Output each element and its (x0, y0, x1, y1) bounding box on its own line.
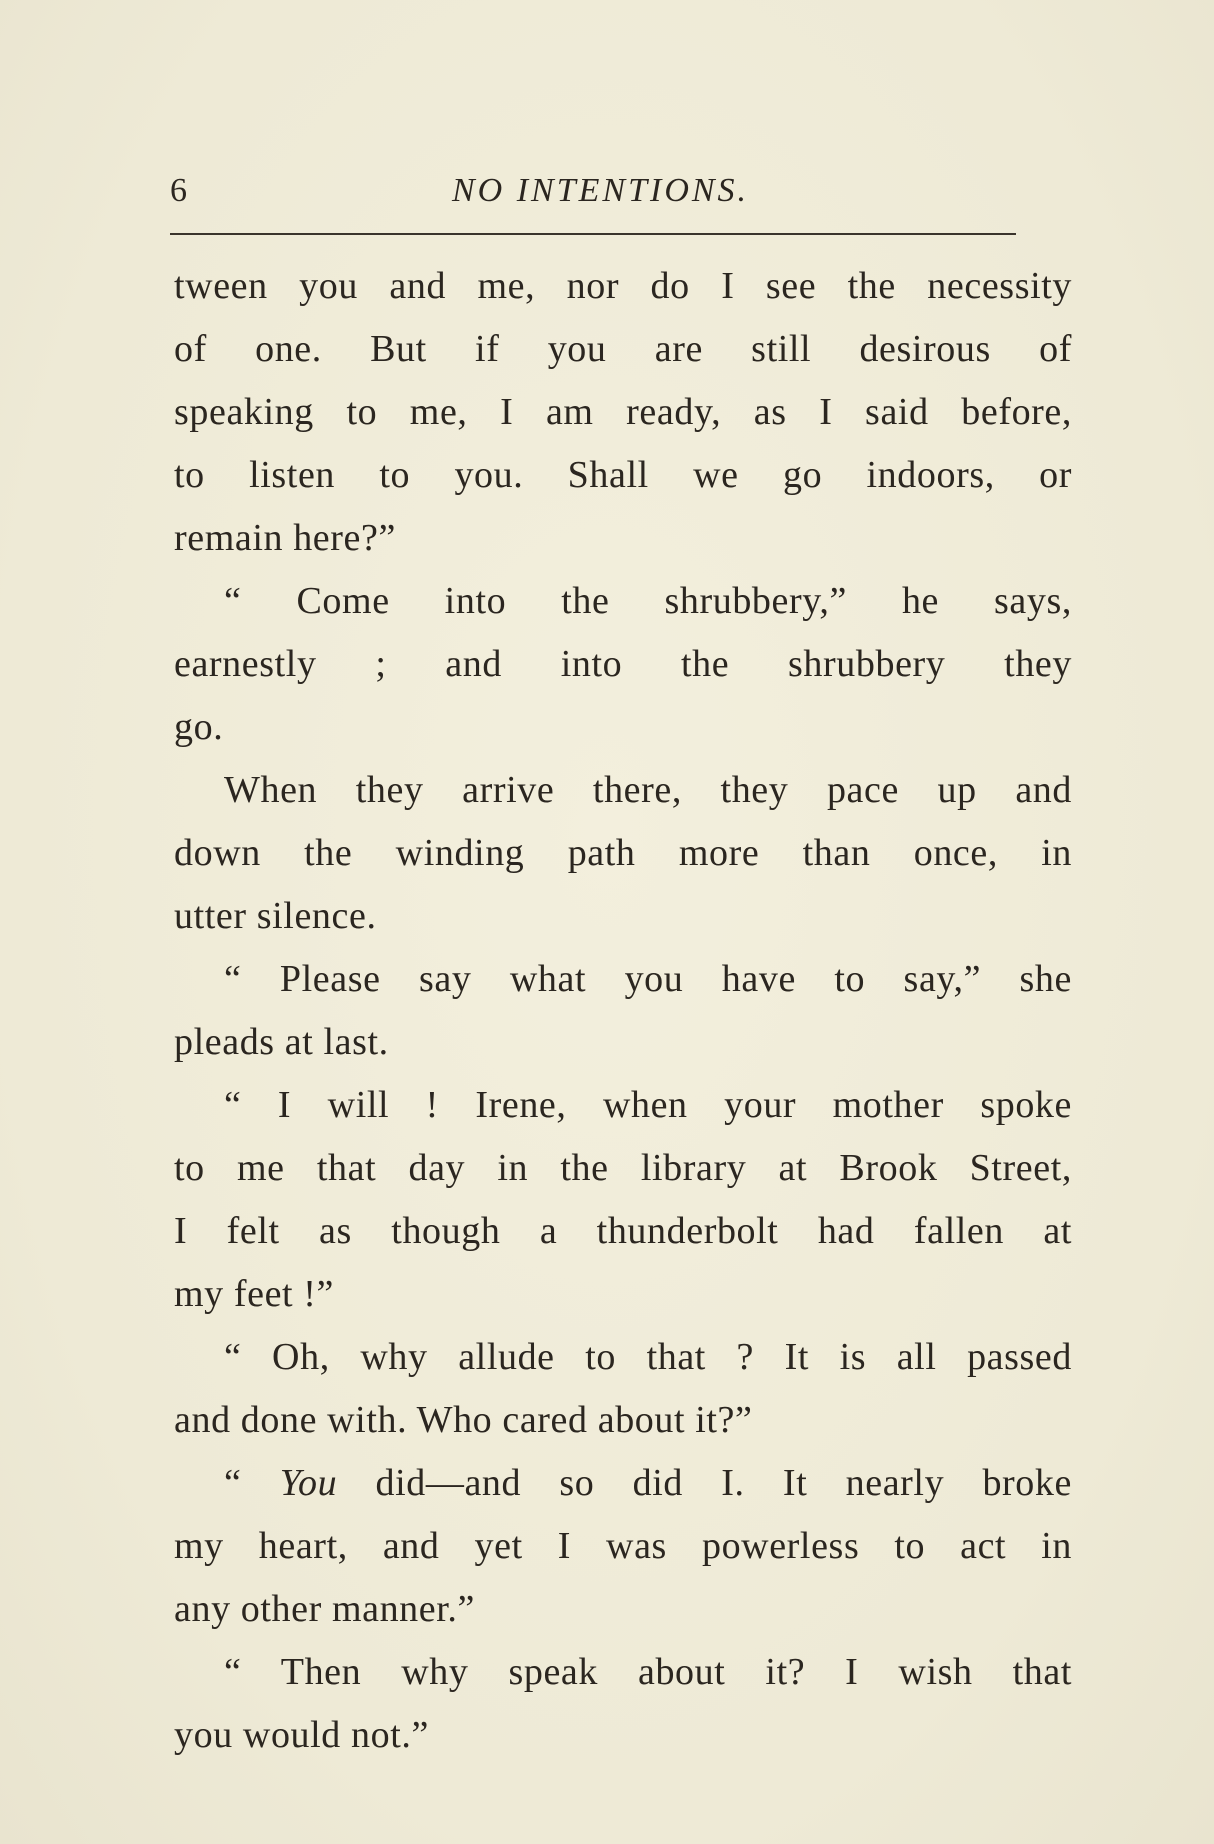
text-line: “ Oh, why allude to that ? It is all passed (224, 1336, 1072, 1378)
text-line: earnestly ; and into the shrubbery they (174, 643, 1072, 685)
text-line: go. (174, 706, 224, 748)
text-line: “ I will ! Irene, when your mother spoke (224, 1084, 1072, 1126)
page-number: 6 (170, 172, 188, 209)
text-line: “ Come into the shrubbery,” he says, (224, 580, 1072, 622)
text-line: and done with. Who cared about it?” (174, 1399, 753, 1441)
header-rule (170, 233, 1016, 235)
quote-open: “ (224, 1462, 280, 1504)
line-remainder: did—and so did I. It nearly broke (337, 1462, 1072, 1504)
text-line: speaking to me, I am ready, as I said before, (174, 391, 1072, 433)
text-line: to me that day in the library at Brook Street, (174, 1147, 1072, 1189)
text-line: of one. But if you are still desirous of (174, 328, 1072, 370)
text-line: down the winding path more than once, in (174, 832, 1072, 874)
text-line: any other manner.” (174, 1588, 475, 1630)
text-line: I felt as though a thunderbolt had fallen at (174, 1210, 1072, 1252)
text-line: pleads at last. (174, 1021, 389, 1063)
text-line: “ Please say what you have to say,” she (224, 958, 1072, 1000)
text-line: tween you and me, nor do I see the necessity (174, 265, 1072, 307)
page-header (170, 166, 1016, 216)
text-line: you would not.” (174, 1714, 429, 1756)
text-line: to listen to you. Shall we go indoors, or (174, 454, 1072, 496)
text-line-with-italic (174, 1452, 1072, 1515)
emphasized-word: You (279, 1462, 338, 1504)
text-line: “ Then why speak about it? I wish that (224, 1651, 1072, 1693)
running-title: NO INTENTIONS. (452, 172, 750, 209)
text-line: remain here?” (174, 517, 396, 559)
text-line: my heart, and yet I was powerless to act in (174, 1525, 1072, 1567)
text-line: utter silence. (174, 895, 377, 937)
text-line: my feet !” (174, 1273, 335, 1315)
text-line: When they arrive there, they pace up and (224, 769, 1072, 811)
body-text (174, 255, 1074, 1767)
